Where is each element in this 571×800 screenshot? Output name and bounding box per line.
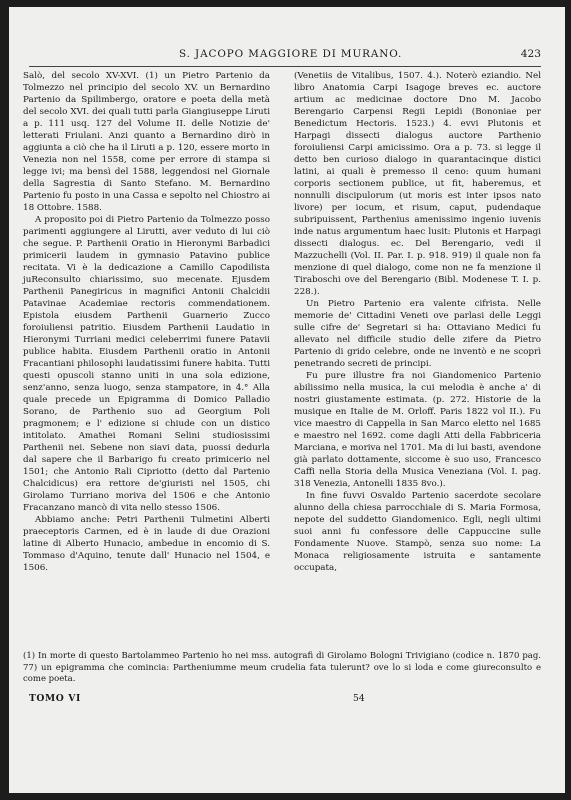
header-rule	[29, 66, 541, 67]
right-column	[294, 70, 541, 574]
volume-label: TOMO VI	[29, 693, 81, 704]
right-paragraph-4: In fine fuvvi Osvaldo Partenio sacerdote secolare alunno della chiesa parrocchiale di S. Maria Formosa, nepote del suddetto Giandomenico. Egli, negli ultimi suoi anni fu confessore delle Cappuccine sulle Fondamente Nuove. Stampò, senza suo nome: La Monaca religiosamente istruita e santamente occupata,	[294, 491, 541, 573]
page-header	[29, 48, 541, 62]
left-paragraph-3: Abbiamo anche: Petri Parthenii Tulmetini Alberti praeceptoris Carmen, ed è in laude di due Orazioni latine di Alberto Hunacio, ambedue in encomio di S. Tommaso d'Aquino, tenute dall' Hunacio nel 1504, e 1506.	[23, 515, 270, 573]
right-paragraph-3: Fu pure illustre fra noi Giandomenico Partenio abilissimo nella musica, la cui melodia è anche a' di nostri giustamente estimata. (p. 272. Historie de la musique en Italie de M. Orloff. Paris 1822 vol II.). Fu vice maestro di Cappella in San Marco eletto nel 1685 e maestro nel 1692. come dagli Atti della Fabbriceria Marciana, e moriva nel 1701. Ma di lui basti, avendone già parlato dottamente, siccome è suo uso, Francesco Caffi nella Storia della Musica Veneziana (Vol. I. pag. 318 Venezia, Antonelli 1835 8vo.).	[294, 371, 541, 489]
signature-mark: 54	[353, 693, 365, 704]
running-title: S. JACOPO MAGGIORE DI MURANO.	[179, 48, 403, 60]
page-number: 423	[520, 48, 541, 60]
left-column	[23, 70, 270, 574]
left-paragraph-2: A proposito poi di Pietro Partenio da Tolmezzo posso parimenti aggiungere al Lirutti, aver veduto di lui ciò che segue. P. Parthenii Oratio in Hieronymi Barbadici primicerii laudem in gymnasio Patavino publice recitata. Vi è la dedicazione a Camillo Capodilista juReconsulto chiarissimo, suo mecenate. Ejusdem Parthenii Panegiricus in magnifici Antonii Chalcidii Patavinae Academiae rectoris commendationem. Epistola eiusdem Parthenii Guarnerio Zucco foroiuliensi patritio. Eiusdem Parthenii Laudatio in Hieronymi Turriani medici celeberrimi funere Patavii publice habita. Eiusdem Parthenii oratio in Antonii Fracantiani philosophi laudatissimi funere habita. Tutti questi opuscoli stanno uniti in una sola edizione, senz'anno, senza luogo, senza stampatore, in 4.° Alla quale precede un Epigramma di Domico Palladio Sorano, de Parthenio suo ad Georgium Poli pragmonem; e l' edizione si chiude con un distico intitolato. Amathei Romani Selini studiosissimi Parthenii nei. Sebene non siavi data, puossi dedurla dal sapere che il Barbarigo fu creato primicerio nel 1501; che Antonio Rali Cipriotto (detto dal Partenio Chalcidicus) era rettore de'giuristi nel 1505, chi Girolamo Turriano moriva del 1506 e che Antonio Fracanzano mancò di vita nello stesso 1506.	[23, 215, 270, 513]
page-footer	[23, 693, 541, 707]
right-paragraph-2: Un Pietro Partenio era valente cifrista. Nelle memorie de' Cittadini Veneti ove parlasi delle Leggi sulle cifre de' Segretari si ha: Ottaviano Medici fu allevato nel difficile studio delle zifere da Pietro Partenio di grido celebre, onde ne inventò e ne scoprì penetrando secreti de principi.	[294, 299, 541, 369]
footnote: (1) In morte di questo Bartolammeo Partenio ho nei mss. autografi di Girolamo Bologni Trivigiano (codice n. 1870 pag. 77) un epigramma che comincia: Partheniumme meum crudelia fata tulerunt? ove lo si loda e come giureconsulto e come poeta.	[23, 651, 541, 685]
right-paragraph-1: (Venetiis de Vitalibus, 1507. 4.). Noterò eziandio. Nel libro Anatomia Carpi Isagoge breves ec. auctore artium ac medicinae doctore Dno M. Jacobo Berengario Carpensi Regii Lepidi (Bononiae per Benedictum Hectoris. 1523.) 4. evvi Plutonis et Harpagi dissecti dialogus auctore Parthenio foroiuliensi Carpi amicissimo. Ora a p. 73. si legge il detto ben curioso dialogo in quarantacinque distici latini, ai quali è premesso il ceno: quum humani corporis sectionem publice, ut fit, haberemus, et nonnulli discipulorum (ut moris est inter ipsos nato livore) per iocum, et risum, caput, pudendaque subripuissent, Parthenius amenissimo ingenio iuvenis inde natus argumentum haec lusit: Plutonis et Harpagi dissecti dialogus. ec. Del Berengario, vedi il Mazzuchelli (Vol. II. Par. I. p. 918. 919) il quale non fa menzione di quel dialogo, come non ne fa menzione il Tiraboschi ove del Berengario (Bibl. Modenese T. I. p. 228.).	[294, 71, 541, 297]
book-page	[9, 7, 565, 793]
left-paragraph-1: Salò, del secolo XV-XVI. (1) un Pietro Partenio da Tolmezzo nel principio del secolo XV. un Bernardino Partenio da Spilimbergo, oratore e poeta della metà del secolo XVI. dei quali tutti parla Giangiuseppe Liruti a p. 111 usq. 127 del Volume II. delle Notizie de' letterati Friulani. Anzi quanto a Bernardino dirò in aggiunta a ciò che ha il Liruti a p. 120, essere morto in Venezia non nel 1558, come per errore di stampa si legge ivi; ma bensì del 1588, leggendosi nel Giornale della Sagrestia di Santo Stefano. M. Bernardino Partenio fu posto in una Cassa e sepolto nel Chiostro ai 18 Ottobre. 1588.	[23, 71, 270, 213]
